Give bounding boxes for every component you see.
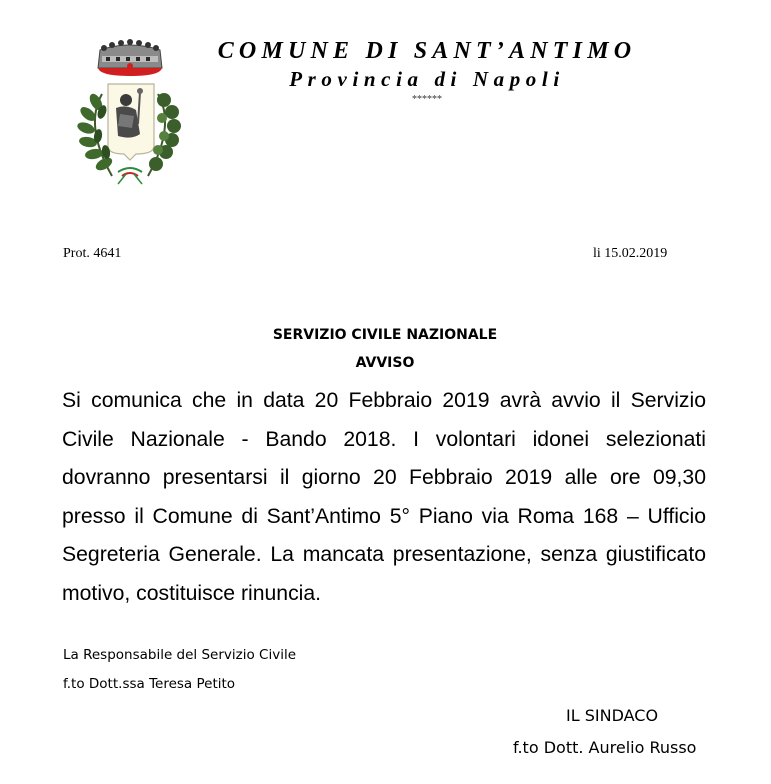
protocol-number: Prot. 4641	[63, 246, 122, 261]
body-line: Civile Nazionale - Bando 2018. I volontari idonei selezionati	[62, 427, 706, 451]
body-line: motivo, costituisce rinuncia.	[62, 581, 322, 605]
body-line: Segreteria Generale. La mancata presentazione, senza giustificato	[62, 543, 706, 567]
notice-type-heading: AVVISO	[355, 355, 415, 371]
body-line: presso il Comune di Sant’Antimo 5° Piano via Roma 168 – Ufficio	[62, 504, 706, 528]
responsible-role: La Responsabile del Servizio Civile	[63, 647, 297, 663]
notice-body	[62, 382, 706, 614]
body-line: Si comunica che in data 20 Febbraio 2019 avrà avvio il Servizio	[62, 389, 706, 412]
province-subtitle: Provincia di Napoli	[289, 67, 565, 91]
mayor-role: IL SINDACO	[566, 706, 659, 725]
section-heading: SERVIZIO CIVILE NAZIONALE	[272, 327, 498, 343]
municipality-title: COMUNE DI SANT’ANTIMO	[217, 38, 637, 64]
responsible-signature: f.to Dott.ssa Teresa Petito	[63, 676, 236, 692]
mayor-signature: f.to Dott. Aurelio Russo	[513, 738, 697, 757]
coat-of-arms-icon	[66, 36, 194, 188]
header-separator: ******	[412, 94, 442, 105]
document-date: li 15.02.2019	[593, 246, 668, 261]
body-line: dovranno presentarsi il giorno 20 Febbraio 2019 alle ore 09,30	[62, 466, 706, 490]
